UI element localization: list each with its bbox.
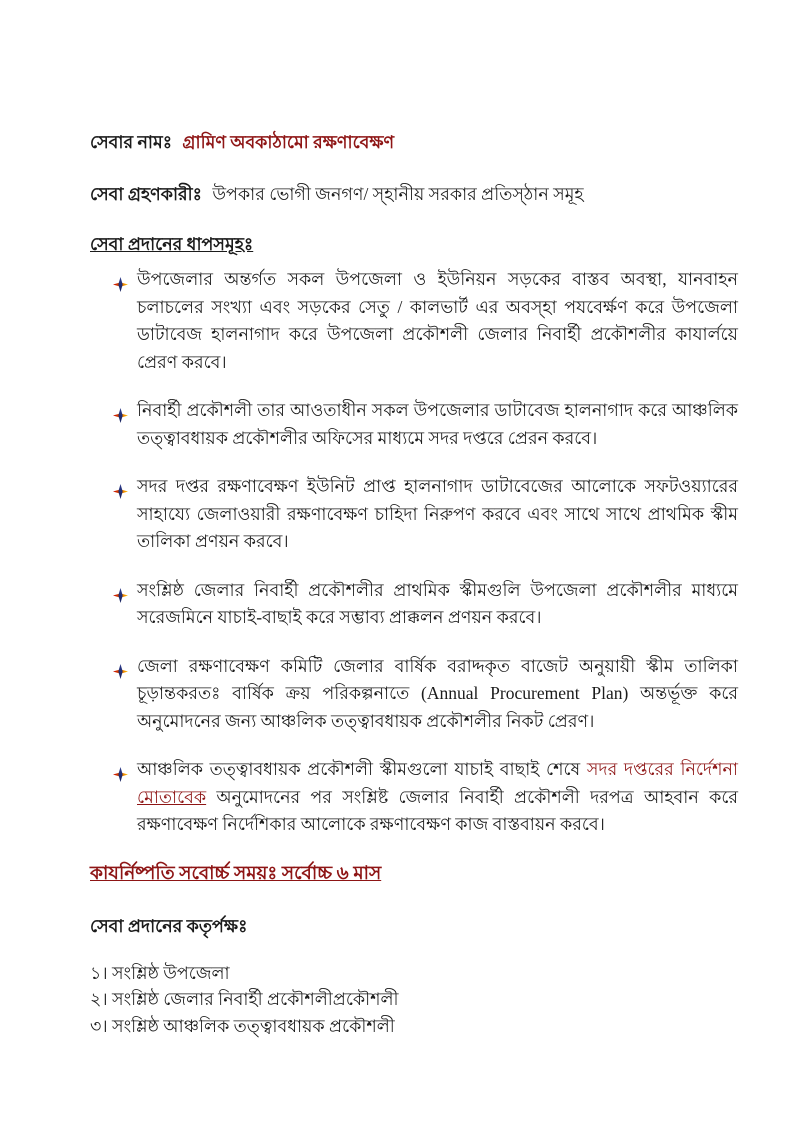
authority-item: ৩। সংশ্লিষ্ঠ আঞ্চলিক তত্ত্বাবধায়ক প্রকৌশলী	[90, 1015, 395, 1036]
recipient-label: সেবা গ্রহণকারীঃ	[90, 184, 203, 204]
step-item	[90, 577, 738, 632]
step-text-red-underlined: মোতাবেক	[137, 786, 207, 807]
step-text-plain: আঞ্চলিক তত্ত্বাবধায়ক প্রকৌশলী স্কীমগুলো যাচাই বাছাই শেষে	[137, 759, 587, 779]
star-bullet-icon	[113, 763, 128, 778]
deadline-heading: কাযর্নিষ্পতি সবোর্চ্চ সময়ঃ সর্বোচ্চ ৬ মাস	[90, 863, 382, 884]
step-item	[90, 653, 738, 736]
step-text	[137, 759, 738, 834]
step-item	[90, 397, 738, 452]
step-text: জেলা রক্ষণাবেক্ষণ কমিটি জেলার বার্ষিক বরাদ্দকৃত বাজেট অনুয়ায়ী স্কীম তালিকা চূড়ান্তকরতঃ বার্ষিক ক্রয় পরিকল্পনাতে (Annual Procurement Plan) অন্তর্ভূক্ত করে অনুমোদনের জন্য আঞ্চলিক তত্ত্বাবধায়ক প্রকৌশলীর নিকট প্রেরণ।	[137, 655, 738, 731]
star-bullet-icon	[113, 584, 128, 599]
step-item	[90, 473, 738, 556]
step-text: সংশ্লিষ্ঠ জেলার নিবার্হী প্রকৌশলীর প্রাথমিক স্কীমগুলি উপজেলা প্রকৌশলীর মাধ্যমে সরেজমিনে যাচাই-বাছাই করে সম্ভাব্য প্রাক্কলন প্রণয়ন করবে।	[137, 579, 738, 627]
service-name-line	[90, 128, 738, 156]
step-text: সদর দপ্তর রক্ষণাবেক্ষণ ইউনিট প্রাপ্ত হালনাগাদ ডাটাবেজের আলোকে সফটওয়্যারের সাহায্যে জেলাওয়ারী রক্ষণাবেক্ষণ চাহিদা নিরুপণ করবে এবং সাথে সাথে প্রাথমিক স্কীম তালিকা প্রণয়ন করবে।	[137, 476, 738, 551]
authority-item: ১। সংশ্লিষ্ঠ উপজেলা	[90, 962, 230, 983]
service-name-value: গ্রামিণ অবকাঠামো রক্ষণাবেক্ষণ	[182, 132, 395, 152]
authority-item: ২। সংশ্লিষ্ঠ জেলার নিবার্হী প্রকৌশলীপ্রকৌশলী	[90, 989, 399, 1009]
authority-list	[90, 960, 738, 1040]
service-name-label: সেবার নামঃ	[90, 132, 173, 152]
recipient-line	[90, 180, 738, 208]
steps-list	[90, 266, 738, 839]
step-text-red-highlight: সদর দপ্তরের নির্দেশনা	[586, 759, 738, 779]
step-text-plain: অনুমোদনের পর সংশ্লিষ্ট জেলার নিবার্হী প্রকৌশলী দরপত্র আহবান করে রক্ষণাবেক্ষণ নির্দেশিকার আলোকে রক্ষণাবেক্ষণ কাজ বাস্তবায়ন করবে।	[137, 786, 738, 834]
star-bullet-icon	[113, 273, 128, 288]
recipient-value: উপকার ভোগী জনগণ/ স্হানীয় সরকার প্রতিস্ঠান সমূহ	[212, 184, 584, 204]
step-text: নিবার্হী প্রকৌশলী তার আওতাধীন সকল উপজেলার ডাটাবেজ হালনাগাদ করে আঞ্চলিক তত্ত্বাবধায়ক প্রকৌশলীর অফিসের মাধ্যমে সদর দপ্তরে প্রেরন করবে।	[137, 400, 738, 448]
steps-heading: সেবা প্রদানের ধাপসমূহঃ	[90, 234, 254, 254]
step-item	[90, 266, 738, 376]
authority-heading: সেবা প্রদানের কতৃর্পক্ষঃ	[90, 915, 248, 936]
step-item	[90, 756, 738, 839]
step-text: উপজেলার অন্তর্গত সকল উপজেলা ও ইউনিয়ন সড়কের বাস্তব অবস্থা, যানবাহন চলাচলের সংখ্যা এবং সড়কের সেতু / কালভার্ট এর অবস্হা পযবের্ক্ষণ করে উপজেলা ডাটাবেজ হালনাগাদ করে উপজেলা প্রকৌশলী জেলার নিবার্হী প্রকৌশলীর কাযার্লয়ে প্রেরণ করবে।	[137, 269, 738, 372]
star-bullet-icon	[113, 480, 128, 495]
star-bullet-icon	[113, 404, 128, 419]
star-bullet-icon	[113, 660, 128, 675]
